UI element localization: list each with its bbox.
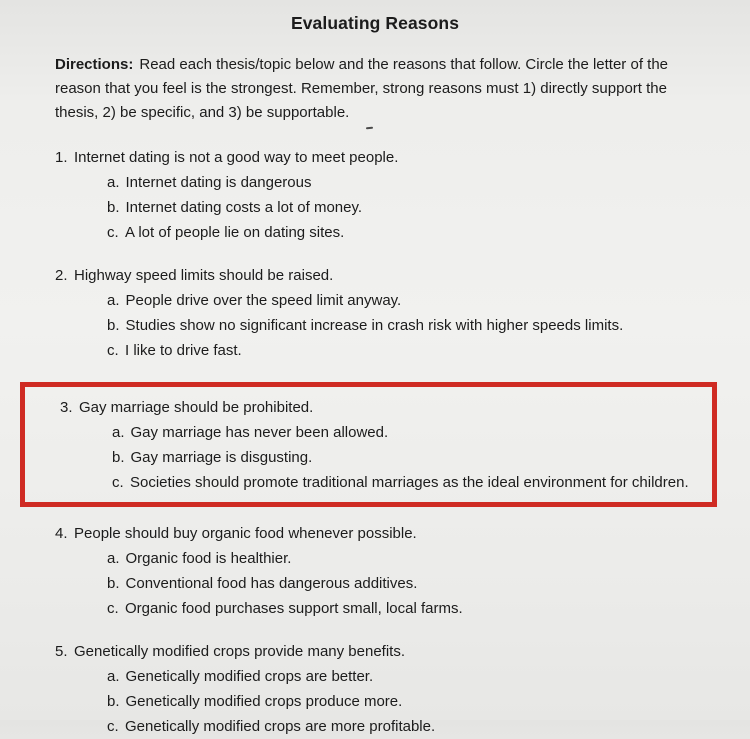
directions-text: Read each thesis/topic below and the reasons that follow. Circle the letter of the reason that you feel is the strongest. Remember, strong reasons must 1) directly support the thesis, 2) be specific, and 3) be supportable. bbox=[55, 56, 668, 121]
reason-text: People drive over the speed limit anyway. bbox=[125, 292, 402, 309]
thesis-text: Internet dating is not a good way to meet people. bbox=[74, 149, 399, 166]
reason-letter: b. bbox=[107, 575, 120, 592]
thesis-line bbox=[0, 146, 750, 170]
question-item-5 bbox=[0, 640, 750, 739]
reason-letter: c. bbox=[107, 224, 119, 241]
item-number: 4. bbox=[55, 525, 68, 542]
reason-text: Organic food is healthier. bbox=[125, 550, 292, 567]
thesis-text: Highway speed limits should be raised. bbox=[74, 267, 334, 284]
thesis-line bbox=[25, 396, 708, 420]
thesis-line bbox=[0, 640, 750, 664]
reason-row bbox=[25, 471, 708, 495]
item-number: 1. bbox=[55, 149, 68, 166]
reason-text: Genetically modified crops are more profitable. bbox=[125, 718, 436, 735]
reason-text: Internet dating costs a lot of money. bbox=[125, 199, 363, 216]
reason-row bbox=[0, 196, 750, 220]
reason-text: I like to drive fast. bbox=[125, 342, 242, 359]
item-number: 5. bbox=[55, 643, 68, 660]
reason-row bbox=[25, 421, 708, 445]
thesis-text: Gay marriage should be prohibited. bbox=[79, 399, 314, 416]
question-item-3 bbox=[25, 396, 708, 495]
reason-letter: a. bbox=[107, 292, 120, 309]
question-list bbox=[0, 146, 750, 739]
reason-text: A lot of people lie on dating sites. bbox=[125, 224, 345, 241]
question-item-4 bbox=[0, 522, 750, 621]
question-item-2 bbox=[0, 264, 750, 363]
reason-text: Gay marriage has never been allowed. bbox=[130, 424, 389, 441]
reason-letter: c. bbox=[112, 474, 124, 491]
reason-row bbox=[0, 314, 750, 338]
reason-letter: a. bbox=[107, 668, 120, 685]
reason-row bbox=[0, 572, 750, 596]
reason-row bbox=[0, 547, 750, 571]
reason-row bbox=[0, 221, 750, 245]
scan-stray-mark bbox=[366, 127, 373, 130]
reason-text: Societies should promote traditional marriages as the ideal environment for children. bbox=[130, 474, 689, 491]
item-number: 2. bbox=[55, 267, 68, 284]
reason-row bbox=[0, 171, 750, 195]
reason-letter: b. bbox=[107, 693, 120, 710]
reason-text: Studies show no significant increase in crash risk with higher speeds limits. bbox=[125, 317, 624, 334]
page-title: Evaluating Reasons bbox=[290, 13, 460, 33]
reason-letter: c. bbox=[107, 718, 119, 735]
thesis-text: People should buy organic food whenever possible. bbox=[74, 525, 417, 542]
reason-row bbox=[0, 597, 750, 621]
reason-row bbox=[0, 339, 750, 363]
directions-label: Directions: bbox=[55, 56, 134, 73]
directions bbox=[55, 53, 692, 125]
reason-text: Gay marriage is disgusting. bbox=[130, 449, 313, 466]
item-number: 3. bbox=[60, 399, 73, 416]
reason-letter: b. bbox=[107, 317, 120, 334]
reason-text: Genetically modified crops produce more. bbox=[125, 693, 403, 710]
thesis-line bbox=[0, 522, 750, 546]
reason-text: Internet dating is dangerous bbox=[125, 174, 312, 191]
reason-row bbox=[0, 715, 750, 739]
reason-row bbox=[0, 289, 750, 313]
reason-row bbox=[0, 690, 750, 714]
thesis-line bbox=[0, 264, 750, 288]
reason-letter: a. bbox=[112, 424, 125, 441]
reason-letter: b. bbox=[112, 449, 125, 466]
reason-letter: c. bbox=[107, 342, 119, 359]
reason-text: Organic food purchases support small, local farms. bbox=[125, 600, 463, 617]
reason-text: Conventional food has dangerous additives. bbox=[125, 575, 418, 592]
question-item-1 bbox=[0, 146, 750, 245]
reason-letter: b. bbox=[107, 199, 120, 216]
reason-letter: c. bbox=[107, 600, 119, 617]
red-highlight-box bbox=[20, 382, 717, 507]
reason-letter: a. bbox=[107, 174, 120, 191]
reason-row bbox=[0, 665, 750, 689]
thesis-text: Genetically modified crops provide many benefits. bbox=[74, 643, 405, 660]
reason-letter: a. bbox=[107, 550, 120, 567]
reason-row bbox=[25, 446, 708, 470]
reason-text: Genetically modified crops are better. bbox=[125, 668, 374, 685]
